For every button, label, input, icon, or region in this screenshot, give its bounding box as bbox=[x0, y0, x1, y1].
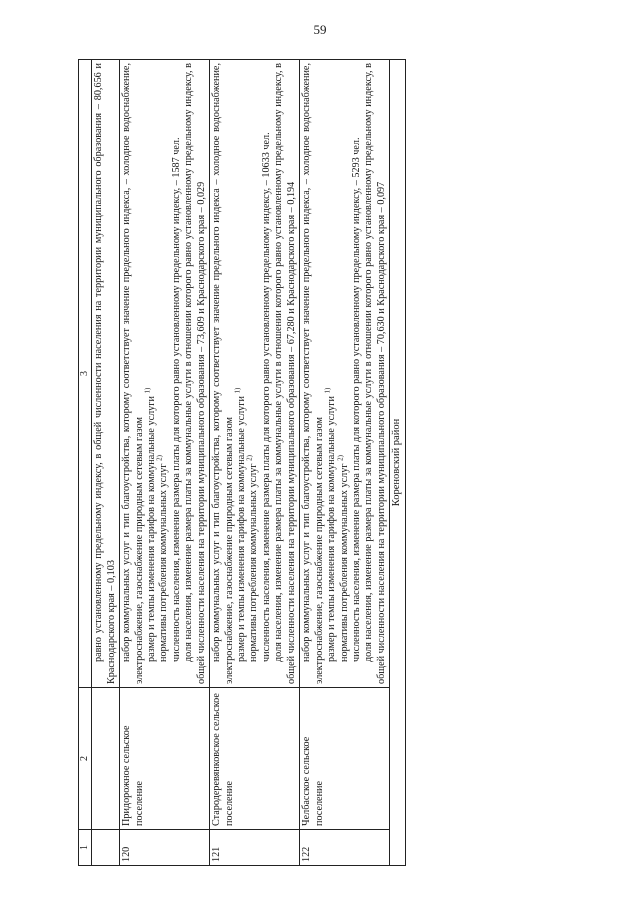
header-col3: 3 bbox=[79, 60, 92, 688]
header-col2: 2 bbox=[79, 688, 92, 830]
consumption-norms: нормативы потребления коммунальных услуг bbox=[338, 463, 350, 662]
settlement-name: Придорожное сельское поселение bbox=[120, 688, 210, 830]
section-title: Кореновский район bbox=[390, 60, 406, 866]
row-number: 122 bbox=[300, 830, 390, 866]
table-header-row bbox=[79, 60, 92, 866]
population-count: численность населения, изменение размера платы для которого равно установленному предельному индексу, – 10633 чел. bbox=[260, 132, 272, 662]
service-set: набор коммунальных услуг и тип благоустройства, которому соответствует значение предельного индекса – холодное водоснабжение, электроснабжение, газоснабжение природным сетевым газом bbox=[211, 63, 235, 684]
settlement-name: Стародеревянковское сельское поселение bbox=[210, 688, 300, 830]
footnote-mark: 1) bbox=[233, 387, 242, 394]
tariff-index-table bbox=[78, 59, 406, 866]
table-row-continuation bbox=[92, 60, 120, 866]
footnote-mark: 1) bbox=[323, 387, 332, 394]
tariff-change: размер и темпы изменения тарифов на коммунальные услуги bbox=[236, 396, 247, 662]
row-number: 121 bbox=[210, 830, 300, 866]
population-count: численность населения, изменение размера платы для которого равно установленному предельному индексу, – 5293 чел. bbox=[350, 137, 362, 662]
service-set: набор коммунальных услуг и тип благоустройства, которому соответствует значение предельного индекса, – холодное водоснабжение, электроснабжение, газоснабжение природным сетевым газом bbox=[121, 63, 145, 684]
consumption-norms: нормативы потребления коммунальных услуг bbox=[158, 463, 170, 662]
population-count: численность населения, изменение размера платы для которого равно установленному предельному индексу, – 1587 чел. bbox=[170, 137, 182, 662]
section-row bbox=[390, 60, 406, 866]
population-share: доля населения, изменение размера платы за коммунальные услуги в отношении которого равно установленному предельному индексу, в общей численности населения на территории муниципального образования – 67,280 и Краснодарского края – 0,194 bbox=[273, 63, 297, 684]
tariff-change: размер и темпы изменения тарифов на коммунальные услуги bbox=[326, 396, 338, 662]
footnote-mark: 2) bbox=[336, 455, 345, 461]
footnote-mark: 2) bbox=[246, 455, 255, 461]
settlement-name: Челбасское сельское поселение bbox=[300, 688, 390, 830]
tariff-change: размер и темпы изменения тарифов на коммунальные услуги bbox=[145, 396, 157, 662]
header-col1: 1 bbox=[79, 830, 92, 866]
table-row bbox=[300, 60, 390, 866]
page-number: 59 bbox=[313, 22, 327, 37]
population-share: доля населения, изменение размера платы за коммунальные услуги в отношении которого равно установленному предельному индексу, в общей численности населения на территории муниципального образования – 73,609 и Краснодарского края – 0,029 bbox=[183, 63, 207, 684]
row-number: 120 bbox=[120, 830, 210, 866]
population-share: доля населения, изменение размера платы за коммунальные услуги в отношении которого равно установленному предельному индексу, в общей численности населения на территории муниципального образования – 70,630 и Краснодарского края – 0,097 bbox=[363, 63, 387, 684]
rotated-table-container bbox=[78, 60, 590, 866]
footnote-mark: 1) bbox=[143, 387, 152, 394]
continuation-text: равно установленному предельному индексу, в общей численности населения на территории муниципального образования – 80,656 и Краснодарского края – 0,103 bbox=[93, 63, 117, 684]
table-row bbox=[210, 60, 300, 866]
service-set: набор коммунальных услуг и тип благоустройства, которому соответствует значение предельного индекса, – холодное водоснабжение, электроснабжение, газоснабжение природным сетевым газом bbox=[301, 63, 325, 684]
table-row bbox=[120, 60, 210, 866]
footnote-mark: 2) bbox=[155, 455, 164, 461]
consumption-norms: нормативы потребления коммунальных услуг bbox=[248, 463, 260, 662]
